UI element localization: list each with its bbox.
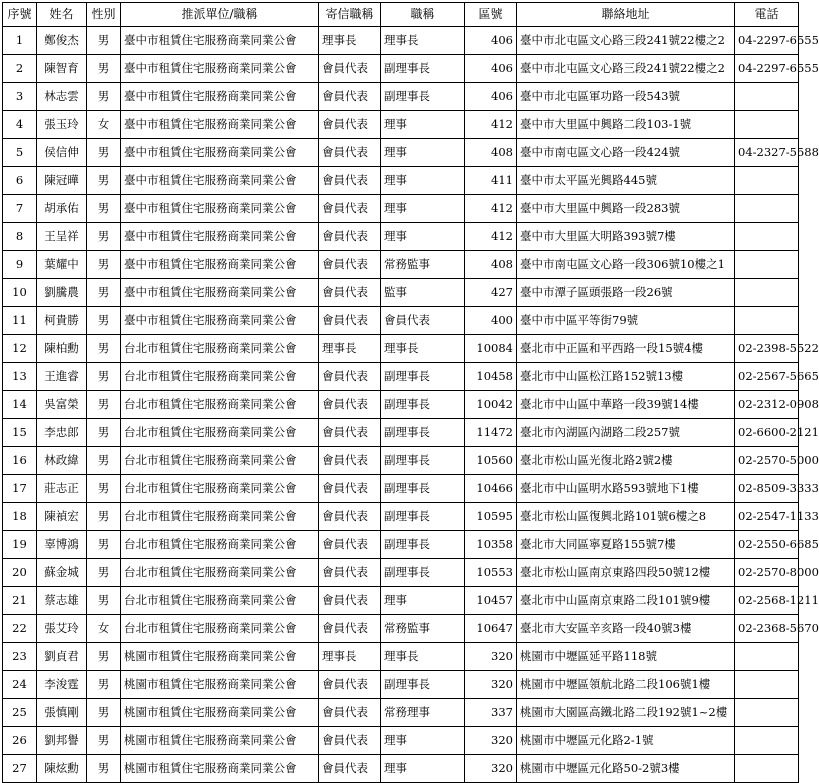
cell-sex: 男 (87, 139, 121, 167)
header-title: 職稱 (381, 3, 465, 27)
cell-title: 副理事長 (381, 559, 465, 587)
cell-name: 莊志正 (37, 475, 87, 503)
cell-zip: 411 (465, 167, 517, 195)
cell-mail-title: 會員代表 (319, 223, 381, 251)
cell-no: 15 (3, 419, 37, 447)
cell-title: 副理事長 (381, 447, 465, 475)
cell-zip: 412 (465, 223, 517, 251)
cell-no: 11 (3, 307, 37, 335)
cell-title: 常務監事 (381, 615, 465, 643)
cell-phone: 02-2568-1211 (735, 587, 799, 615)
cell-name: 胡承佑 (37, 195, 87, 223)
cell-zip: 412 (465, 111, 517, 139)
cell-sex: 男 (87, 503, 121, 531)
cell-unit: 台北市租賃住宅服務商業同業公會 (121, 335, 319, 363)
cell-title: 副理事長 (381, 475, 465, 503)
cell-mail-title: 會員代表 (319, 391, 381, 419)
cell-zip: 320 (465, 671, 517, 699)
cell-title: 理事長 (381, 335, 465, 363)
table-row (3, 27, 799, 55)
cell-sex: 男 (87, 531, 121, 559)
cell-phone: 02-2547-1133 (735, 503, 799, 531)
cell-mail-title: 會員代表 (319, 363, 381, 391)
cell-title: 理事 (381, 111, 465, 139)
cell-mail-title: 會員代表 (319, 447, 381, 475)
cell-name: 劉邦譽 (37, 727, 87, 755)
cell-address: 臺北市大安區辛亥路一段40號3樓 (517, 615, 735, 643)
cell-address: 臺北市內湖區內湖路二段257號 (517, 419, 735, 447)
header-phone: 電話 (735, 3, 799, 27)
cell-unit: 臺中市租賃住宅服務商業同業公會 (121, 251, 319, 279)
cell-no: 20 (3, 559, 37, 587)
cell-address: 臺北市中山區中華路一段39號14樓 (517, 391, 735, 419)
cell-name: 陳禎宏 (37, 503, 87, 531)
table-row (3, 279, 799, 307)
cell-phone (735, 223, 799, 251)
table-row (3, 363, 799, 391)
cell-unit: 桃園市租賃住宅服務商業同業公會 (121, 755, 319, 783)
cell-no: 22 (3, 615, 37, 643)
cell-phone (735, 699, 799, 727)
cell-phone: 02-2570-8000 (735, 559, 799, 587)
cell-mail-title: 會員代表 (319, 475, 381, 503)
cell-unit: 臺中市租賃住宅服務商業同業公會 (121, 55, 319, 83)
cell-no: 1 (3, 27, 37, 55)
cell-mail-title: 會員代表 (319, 419, 381, 447)
cell-phone: 02-2312-0908 (735, 391, 799, 419)
cell-address: 臺中市太平區光興路445號 (517, 167, 735, 195)
cell-name: 張玉玲 (37, 111, 87, 139)
cell-unit: 桃園市租賃住宅服務商業同業公會 (121, 671, 319, 699)
cell-title: 副理事長 (381, 55, 465, 83)
cell-mail-title: 會員代表 (319, 167, 381, 195)
cell-unit: 台北市租賃住宅服務商業同業公會 (121, 587, 319, 615)
cell-phone (735, 307, 799, 335)
cell-name: 陳柏勳 (37, 335, 87, 363)
cell-name: 劉騰農 (37, 279, 87, 307)
table-row (3, 391, 799, 419)
header-address: 聯絡地址 (517, 3, 735, 27)
cell-zip: 406 (465, 55, 517, 83)
cell-unit: 桃園市租賃住宅服務商業同業公會 (121, 699, 319, 727)
cell-phone: 04-2327-5588 (735, 139, 799, 167)
cell-name: 辜博鴻 (37, 531, 87, 559)
cell-mail-title: 會員代表 (319, 755, 381, 783)
cell-sex: 女 (87, 111, 121, 139)
cell-mail-title: 會員代表 (319, 111, 381, 139)
cell-phone (735, 251, 799, 279)
header-no: 序號 (3, 3, 37, 27)
cell-name: 柯貴勝 (37, 307, 87, 335)
cell-mail-title: 會員代表 (319, 671, 381, 699)
table-row (3, 419, 799, 447)
cell-zip: 406 (465, 27, 517, 55)
cell-unit: 台北市租賃住宅服務商業同業公會 (121, 559, 319, 587)
cell-sex: 男 (87, 27, 121, 55)
cell-address: 桃園市中壢區領航北路二段106號1樓 (517, 671, 735, 699)
cell-no: 27 (3, 755, 37, 783)
cell-name: 林政緯 (37, 447, 87, 475)
cell-zip: 408 (465, 139, 517, 167)
cell-mail-title: 會員代表 (319, 615, 381, 643)
cell-address: 臺中市潭子區頭張路一段26號 (517, 279, 735, 307)
table-body (3, 27, 819, 783)
cell-unit: 台北市租賃住宅服務商業同業公會 (121, 615, 319, 643)
cell-zip: 406 (465, 83, 517, 111)
cell-title: 理事 (381, 139, 465, 167)
table-row (3, 615, 799, 643)
table-row (3, 223, 799, 251)
header-row (3, 3, 799, 27)
cell-no: 4 (3, 111, 37, 139)
cell-phone (735, 727, 799, 755)
cell-title: 監事 (381, 279, 465, 307)
table-header (3, 3, 799, 27)
cell-unit: 臺中市租賃住宅服務商業同業公會 (121, 167, 319, 195)
table-row (3, 503, 799, 531)
cell-name: 鄭俊杰 (37, 27, 87, 55)
cell-zip: 412 (465, 195, 517, 223)
cell-sex: 男 (87, 55, 121, 83)
cell-sex: 男 (87, 475, 121, 503)
cell-mail-title: 會員代表 (319, 727, 381, 755)
cell-address: 臺北市中山區明水路593號地下1樓 (517, 475, 735, 503)
cell-zip: 400 (465, 307, 517, 335)
cell-phone: 02-6600-2121 (735, 419, 799, 447)
cell-title: 常務監事 (381, 251, 465, 279)
cell-unit: 臺中市租賃住宅服務商業同業公會 (121, 139, 319, 167)
cell-sex: 男 (87, 755, 121, 783)
cell-title: 理事 (381, 167, 465, 195)
cell-name: 劉貞君 (37, 643, 87, 671)
cell-phone (735, 755, 799, 783)
cell-address: 臺中市北屯區文心路三段241號22樓之2 (517, 55, 735, 83)
cell-unit: 台北市租賃住宅服務商業同業公會 (121, 391, 319, 419)
cell-unit: 臺中市租賃住宅服務商業同業公會 (121, 27, 319, 55)
cell-unit: 臺中市租賃住宅服務商業同業公會 (121, 279, 319, 307)
cell-address: 臺中市大里區大明路393號7樓 (517, 223, 735, 251)
member-roster-table (2, 2, 819, 783)
cell-mail-title: 會員代表 (319, 83, 381, 111)
cell-unit: 台北市租賃住宅服務商業同業公會 (121, 531, 319, 559)
cell-name: 林志雲 (37, 83, 87, 111)
cell-name: 張慎剛 (37, 699, 87, 727)
table-row (3, 251, 799, 279)
cell-unit: 桃園市租賃住宅服務商業同業公會 (121, 727, 319, 755)
cell-sex: 男 (87, 335, 121, 363)
cell-name: 蔡志雄 (37, 587, 87, 615)
cell-sex: 女 (87, 615, 121, 643)
cell-name: 葉耀中 (37, 251, 87, 279)
cell-zip: 408 (465, 251, 517, 279)
cell-zip: 320 (465, 755, 517, 783)
cell-address: 臺中市大里區中興路一段283號 (517, 195, 735, 223)
cell-zip: 320 (465, 643, 517, 671)
cell-phone (735, 643, 799, 671)
cell-sex: 男 (87, 223, 121, 251)
cell-name: 王進睿 (37, 363, 87, 391)
cell-title: 副理事長 (381, 363, 465, 391)
table-row (3, 83, 799, 111)
cell-sex: 男 (87, 391, 121, 419)
cell-zip: 10595 (465, 503, 517, 531)
cell-mail-title: 會員代表 (319, 139, 381, 167)
cell-sex: 男 (87, 727, 121, 755)
cell-sex: 男 (87, 195, 121, 223)
cell-address: 臺中市南屯區文心路一段306號10樓之1 (517, 251, 735, 279)
cell-unit: 台北市租賃住宅服務商業同業公會 (121, 447, 319, 475)
cell-sex: 男 (87, 447, 121, 475)
cell-no: 9 (3, 251, 37, 279)
cell-unit: 臺中市租賃住宅服務商業同業公會 (121, 195, 319, 223)
cell-unit: 台北市租賃住宅服務商業同業公會 (121, 363, 319, 391)
cell-phone: 02-2368-5670 (735, 615, 799, 643)
table-row (3, 167, 799, 195)
cell-title: 副理事長 (381, 503, 465, 531)
cell-title: 會員代表 (381, 307, 465, 335)
table-row (3, 55, 799, 83)
header-name: 姓名 (37, 3, 87, 27)
cell-phone: 04-2297-6555 (735, 27, 799, 55)
cell-mail-title: 會員代表 (319, 279, 381, 307)
cell-phone (735, 195, 799, 223)
cell-zip: 10647 (465, 615, 517, 643)
cell-address: 桃園市大園區高鐵北路二段192號1~2樓 (517, 699, 735, 727)
header-unit: 推派單位/職稱 (121, 3, 319, 27)
cell-no: 5 (3, 139, 37, 167)
cell-no: 19 (3, 531, 37, 559)
cell-zip: 10466 (465, 475, 517, 503)
cell-unit: 台北市租賃住宅服務商業同業公會 (121, 503, 319, 531)
cell-address: 臺北市大同區寧夏路155號7樓 (517, 531, 735, 559)
cell-zip: 10084 (465, 335, 517, 363)
cell-address: 臺北市中山區南京東路二段101號9樓 (517, 587, 735, 615)
cell-sex: 男 (87, 307, 121, 335)
cell-title: 理事 (381, 587, 465, 615)
cell-no: 6 (3, 167, 37, 195)
cell-no: 14 (3, 391, 37, 419)
cell-no: 17 (3, 475, 37, 503)
cell-zip: 10560 (465, 447, 517, 475)
header-mail-title: 寄信職稱 (319, 3, 381, 27)
header-zip: 區號 (465, 3, 517, 27)
table-row (3, 559, 799, 587)
cell-sex: 男 (87, 279, 121, 307)
cell-no: 24 (3, 671, 37, 699)
cell-phone: 02-2398-5522 (735, 335, 799, 363)
cell-no: 7 (3, 195, 37, 223)
cell-phone (735, 83, 799, 111)
cell-sex: 男 (87, 363, 121, 391)
table-row (3, 699, 799, 727)
table-row (3, 195, 799, 223)
cell-mail-title: 會員代表 (319, 531, 381, 559)
cell-name: 陳炫勳 (37, 755, 87, 783)
cell-title: 理事 (381, 195, 465, 223)
cell-unit: 桃園市租賃住宅服務商業同業公會 (121, 643, 319, 671)
cell-title: 理事 (381, 223, 465, 251)
cell-mail-title: 會員代表 (319, 55, 381, 83)
cell-address: 臺中市北屯區軍功路一段543號 (517, 83, 735, 111)
cell-name: 侯信伸 (37, 139, 87, 167)
cell-no: 18 (3, 503, 37, 531)
cell-mail-title: 理事長 (319, 643, 381, 671)
cell-title: 副理事長 (381, 531, 465, 559)
cell-no: 2 (3, 55, 37, 83)
table-row (3, 111, 799, 139)
cell-address: 桃園市中壢區延平路118號 (517, 643, 735, 671)
cell-sex: 男 (87, 587, 121, 615)
cell-no: 13 (3, 363, 37, 391)
table-row (3, 307, 799, 335)
cell-title: 常務理事 (381, 699, 465, 727)
cell-phone (735, 671, 799, 699)
cell-sex: 男 (87, 559, 121, 587)
cell-no: 25 (3, 699, 37, 727)
cell-no: 8 (3, 223, 37, 251)
cell-name: 李忠郎 (37, 419, 87, 447)
cell-address: 臺北市松山區南京東路四段50號12樓 (517, 559, 735, 587)
cell-zip: 10457 (465, 587, 517, 615)
table-row (3, 671, 799, 699)
cell-sex: 男 (87, 251, 121, 279)
cell-zip: 427 (465, 279, 517, 307)
cell-phone (735, 279, 799, 307)
cell-sex: 男 (87, 643, 121, 671)
cell-unit: 臺中市租賃住宅服務商業同業公會 (121, 223, 319, 251)
cell-title: 理事長 (381, 643, 465, 671)
cell-title: 副理事長 (381, 671, 465, 699)
cell-title: 理事長 (381, 27, 465, 55)
cell-address: 桃園市中壢區元化路2-1號 (517, 727, 735, 755)
cell-sex: 男 (87, 419, 121, 447)
cell-no: 16 (3, 447, 37, 475)
cell-phone: 02-2567-5665 (735, 363, 799, 391)
table-row (3, 139, 799, 167)
cell-title: 副理事長 (381, 419, 465, 447)
cell-phone: 04-2297-6555 (735, 55, 799, 83)
cell-name: 蘇金城 (37, 559, 87, 587)
cell-unit: 台北市租賃住宅服務商業同業公會 (121, 475, 319, 503)
cell-title: 理事 (381, 755, 465, 783)
cell-name: 陳智育 (37, 55, 87, 83)
cell-zip: 10358 (465, 531, 517, 559)
cell-zip: 10553 (465, 559, 517, 587)
cell-address: 臺北市中山區松江路152號13樓 (517, 363, 735, 391)
cell-name: 王呈祥 (37, 223, 87, 251)
table-row (3, 727, 799, 755)
table-row (3, 335, 799, 363)
table-row (3, 475, 799, 503)
cell-address: 臺北市松山區復興北路101號6樓之8 (517, 503, 735, 531)
cell-address: 臺中市北屯區文心路三段241號22樓之2 (517, 27, 735, 55)
cell-unit: 臺中市租賃住宅服務商業同業公會 (121, 83, 319, 111)
cell-address: 桃園市中壢區元化路50-2號3樓 (517, 755, 735, 783)
cell-title: 副理事長 (381, 83, 465, 111)
cell-phone: 02-2550-6685 (735, 531, 799, 559)
cell-mail-title: 會員代表 (319, 251, 381, 279)
cell-mail-title: 會員代表 (319, 587, 381, 615)
header-sex: 性別 (87, 3, 121, 27)
cell-mail-title: 會員代表 (319, 699, 381, 727)
cell-no: 21 (3, 587, 37, 615)
cell-phone (735, 111, 799, 139)
table-row (3, 643, 799, 671)
cell-sex: 男 (87, 671, 121, 699)
cell-zip: 320 (465, 727, 517, 755)
cell-no: 23 (3, 643, 37, 671)
cell-unit: 台北市租賃住宅服務商業同業公會 (121, 419, 319, 447)
cell-sex: 男 (87, 167, 121, 195)
cell-address: 臺北市松山區光復北路2號2樓 (517, 447, 735, 475)
cell-name: 李浚霆 (37, 671, 87, 699)
table-row (3, 755, 799, 783)
cell-mail-title: 理事長 (319, 27, 381, 55)
cell-no: 12 (3, 335, 37, 363)
cell-name: 張艾玲 (37, 615, 87, 643)
table-row (3, 531, 799, 559)
cell-mail-title: 會員代表 (319, 503, 381, 531)
cell-address: 臺中市中區平等街79號 (517, 307, 735, 335)
cell-phone (735, 167, 799, 195)
cell-title: 副理事長 (381, 391, 465, 419)
cell-phone: 02-2570-5000 (735, 447, 799, 475)
cell-sex: 男 (87, 699, 121, 727)
cell-address: 臺北市中正區和平西路一段15號4樓 (517, 335, 735, 363)
cell-sex: 男 (87, 83, 121, 111)
cell-unit: 臺中市租賃住宅服務商業同業公會 (121, 307, 319, 335)
cell-title: 理事 (381, 727, 465, 755)
cell-no: 3 (3, 83, 37, 111)
cell-mail-title: 會員代表 (319, 307, 381, 335)
cell-no: 10 (3, 279, 37, 307)
table-row (3, 587, 799, 615)
cell-zip: 10458 (465, 363, 517, 391)
cell-address: 臺中市大里區中興路二段103-1號 (517, 111, 735, 139)
cell-zip: 10042 (465, 391, 517, 419)
cell-name: 吳富榮 (37, 391, 87, 419)
cell-mail-title: 會員代表 (319, 195, 381, 223)
cell-mail-title: 會員代表 (319, 559, 381, 587)
table-row (3, 447, 799, 475)
cell-mail-title: 理事長 (319, 335, 381, 363)
cell-phone: 02-8509-3333 (735, 475, 799, 503)
cell-name: 陳冠曄 (37, 167, 87, 195)
cell-address: 臺中市南屯區文心路一段424號 (517, 139, 735, 167)
cell-unit: 臺中市租賃住宅服務商業同業公會 (121, 111, 319, 139)
cell-zip: 337 (465, 699, 517, 727)
cell-no: 26 (3, 727, 37, 755)
cell-zip: 11472 (465, 419, 517, 447)
